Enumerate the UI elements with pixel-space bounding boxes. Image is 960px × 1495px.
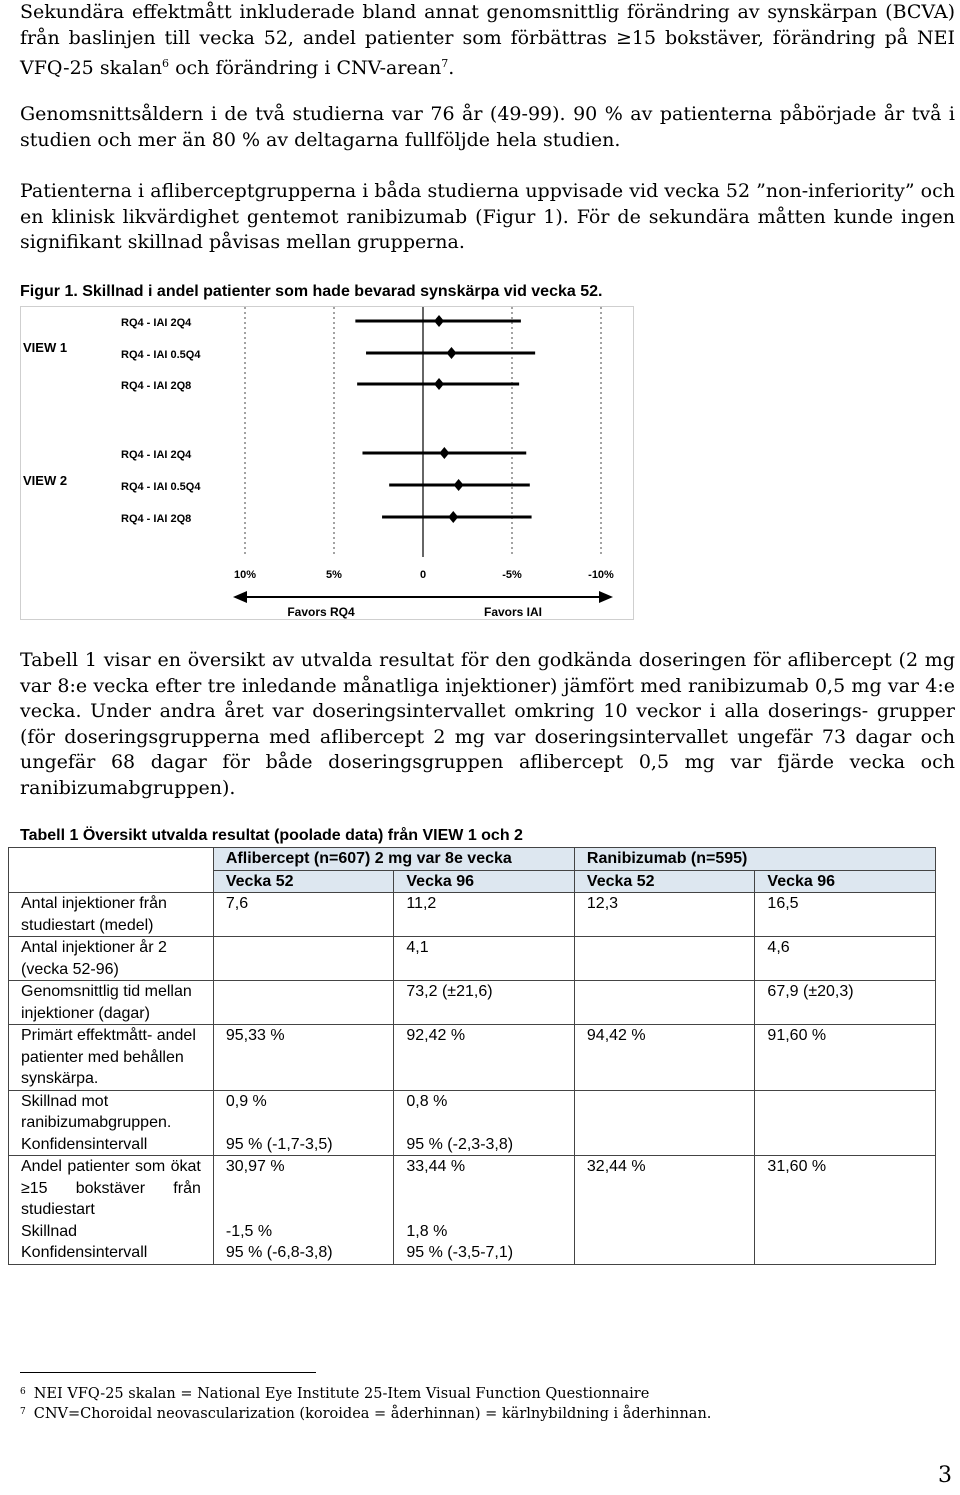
paragraph-text-2: och förändring i CNV-arean: [169, 57, 442, 79]
row-label: RQ4 - IAI 0.5Q4: [121, 349, 201, 361]
table-corner-cell: [9, 848, 214, 871]
table-cell: 4,1: [394, 937, 575, 981]
table-cell: 95,33 %: [213, 1025, 394, 1091]
row-label: Skillnad: [9, 1221, 214, 1243]
footnote-number: 6: [20, 1387, 26, 1397]
table-cell: 67,9 (±20,3): [755, 981, 936, 1025]
col-header: Vecka 52: [213, 870, 394, 893]
table-cell: 95 % (-1,7-3,5): [213, 1134, 394, 1156]
estimate-diamond: [434, 315, 444, 327]
row-label: Konfidensintervall: [9, 1134, 214, 1156]
table-cell: 0,8 %: [394, 1090, 575, 1134]
row-label: RQ4 - IAI 2Q4: [121, 449, 192, 461]
footnote-text: CNV=Choroidal neovascularization (koroidea = åderhinnan) = kärlnybildning i åderhinnan.: [33, 1406, 712, 1422]
favors-left-label: Favors RQ4: [287, 605, 355, 619]
paragraph-age: Genomsnittsåldern i de två studierna var 76 år (49-99). 90 % av patienterna påbörjade år två i studien och mer än 80 % av deltagarna fullföljde hela studien.: [20, 103, 955, 151]
group-header-ranibizumab: Ranibizumab (n=595): [574, 848, 935, 871]
paragraph-text-3: .: [448, 57, 455, 79]
footnote-text: NEI VFQ-25 skalan = National Eye Institute 25-Item Visual Function Questionnaire: [33, 1386, 650, 1402]
table-cell: 33,44 %: [394, 1156, 575, 1221]
table-row: [9, 893, 936, 937]
favors-right-label: Favors IAI: [483, 605, 543, 619]
table-cell: 91,60 %: [755, 1025, 936, 1091]
footnote-separator: [20, 1372, 316, 1373]
table-cell: 95 % (-3,5-7,1): [394, 1242, 575, 1264]
table-body: [9, 893, 936, 1265]
table-cell: [574, 937, 755, 981]
table-cell: 1,8 %: [394, 1221, 575, 1243]
table-cell: 7,6: [213, 893, 394, 937]
table-cell: 0,9 %: [213, 1090, 394, 1134]
table-row: [9, 1242, 936, 1264]
arrow-right-head: [599, 591, 613, 603]
row-label: Primärt effektmått- andel patienter med behållen synskärpa.: [9, 1025, 214, 1091]
table-cell: [574, 1221, 755, 1243]
x-tick-label: -10%: [588, 569, 614, 581]
row-label: RQ4 - IAI 2Q8: [121, 380, 192, 392]
forest-plot-svg: [21, 307, 635, 621]
table-row: [9, 1134, 936, 1156]
table-row: [9, 1090, 936, 1134]
table-row: [9, 981, 936, 1025]
table-cell: 11,2: [394, 893, 575, 937]
table-cell: [213, 981, 394, 1025]
table-row: [9, 1025, 936, 1091]
table-cell: [755, 1221, 936, 1243]
table-cell: 94,42 %: [574, 1025, 755, 1091]
footnote-ref-6: 6: [162, 57, 170, 70]
col-header: Vecka 52: [574, 870, 755, 893]
page-number: 3: [938, 1463, 952, 1488]
results-table: [8, 847, 936, 1265]
table-cell: [213, 937, 394, 981]
table-corner-cell-2: [9, 870, 214, 893]
table-title: Tabell 1 Översikt utvalda resultat (poolade data) från VIEW 1 och 2: [20, 827, 523, 844]
row-label: Konfidensintervall: [9, 1242, 214, 1264]
table-cell: 31,60 %: [755, 1156, 936, 1221]
table-cell: [755, 1134, 936, 1156]
table-cell: [755, 1242, 936, 1264]
estimate-diamond: [439, 447, 449, 459]
row-label: Andel patienter som ökat ≥15 bokstäver från studiestart: [9, 1156, 214, 1221]
estimate-diamond: [448, 511, 458, 523]
col-header: Vecka 96: [394, 870, 575, 893]
table-row: [9, 937, 936, 981]
x-tick-label: -5%: [502, 569, 522, 581]
x-tick-label: 10%: [233, 569, 257, 581]
row-label: RQ4 - IAI 0.5Q4: [121, 481, 201, 493]
footnote-6: [20, 1382, 649, 1404]
table-cell: 73,2 (±21,6): [394, 981, 575, 1025]
table-row: [9, 1156, 936, 1221]
arrow-left-head: [233, 591, 247, 603]
table-column-header-row: [9, 870, 936, 893]
table-cell: [755, 1090, 936, 1134]
table-cell: [574, 1242, 755, 1264]
table-group-header-row: [9, 848, 936, 871]
forest-plot: [20, 306, 634, 620]
table-cell: 30,97 %: [213, 1156, 394, 1221]
table-cell: -1,5 %: [213, 1221, 394, 1243]
table-cell: 95 % (-2,3-3,8): [394, 1134, 575, 1156]
footnote-number: 7: [20, 1407, 26, 1417]
estimate-diamond: [434, 378, 444, 390]
row-label: Antal injektioner från studiestart (medel): [9, 893, 214, 937]
group-header-aflibercept: Aflibercept (n=607) 2 mg var 8e vecka: [213, 848, 574, 871]
paragraph-non-inferiority: Patienterna i afliberceptgrupperna i båda studierna uppvisade vid vecka 52 ”non-inferiority” och en klinisk likvärdighet gentemot ranibizumab (Figur 1). För de sekundära måtten kunde ingen signifikant skillnad påvisas mellan grupperna.: [20, 180, 955, 253]
row-label: Antal injektioner år 2 (vecka 52-96): [9, 937, 214, 981]
paragraph-text: Sekundära effektmått inkluderade bland annat genomsnittlig förändring av synskärpan (BCVA) från baslinjen till vecka 52, andel patienter som förbättras ≥15 bokstäver, förändring på NEI VFQ-25 skalan: [20, 1, 955, 79]
table-cell: 92,42 %: [394, 1025, 575, 1091]
row-label: RQ4 - IAI 2Q4: [121, 317, 192, 329]
footnote-ref-7: 7: [441, 57, 449, 70]
table-cell: [574, 1090, 755, 1134]
col-header: Vecka 96: [755, 870, 936, 893]
row-label: Skillnad mot ranibizumabgruppen.: [9, 1090, 214, 1134]
table-cell: 32,44 %: [574, 1156, 755, 1221]
figure-title: Figur 1. Skillnad i andel patienter som hade bevarad synskärpa vid vecka 52.: [20, 283, 603, 300]
x-tick-label: 5%: [326, 569, 342, 581]
table-cell: 16,5: [755, 893, 936, 937]
table-cell: 12,3: [574, 893, 755, 937]
row-label: Genomsnittlig tid mellan injektioner (dagar): [9, 981, 214, 1025]
group-label: VIEW 2: [23, 473, 68, 488]
table-cell: 95 % (-6,8-3,8): [213, 1242, 394, 1264]
table-cell: 4,6: [755, 937, 936, 981]
footnote-7: [20, 1402, 711, 1424]
table-cell: [574, 1134, 755, 1156]
table-cell: [574, 981, 755, 1025]
x-tick-label: 0: [419, 569, 427, 581]
paragraph-table-intro: Tabell 1 visar en översikt av utvalda resultat för den godkända doseringen för aflibercept (2 mg var 8:e vecka efter tre inledande månatliga injektioner) jämfört med ranibizumab 0,5 mg var 4:e vecka. Under andra året var doseringsintervallet omkring 10 veckor i alla doserings- grupper (för doseringsgrupperna med aflibercept 2 mg var doseringsintervallet ungefär 73 dagar och ungefär 68 dagar för både doseringsgruppen aflibercept 0,5 mg var fjärde vecka och ranibizumabgruppen).: [20, 649, 955, 799]
paragraph-secondary-endpoints: [20, 0, 955, 82]
table-row: [9, 1221, 936, 1243]
row-label: RQ4 - IAI 2Q8: [121, 513, 192, 525]
estimate-diamond: [446, 347, 456, 359]
estimate-diamond: [454, 479, 464, 491]
group-label: VIEW 1: [23, 340, 68, 355]
